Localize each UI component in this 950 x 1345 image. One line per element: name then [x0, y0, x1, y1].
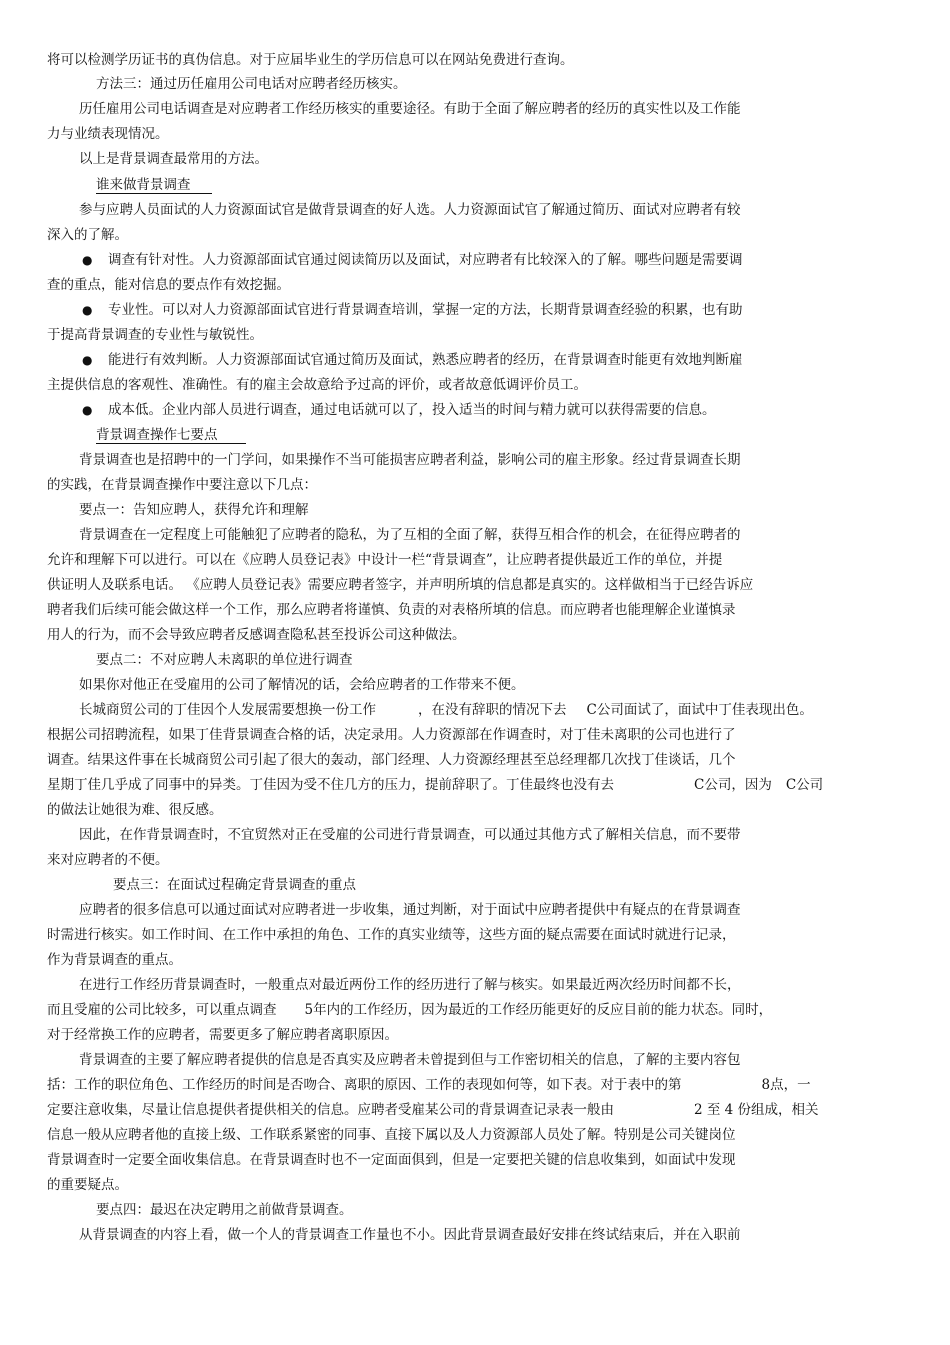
- paragraph-line: 参与应聘人员面试的人力资源面试官是做背景调查的好人选。人力资源面试官了解通过简历、面试对应聘者有较: [79, 202, 741, 218]
- key-point-heading: 要点四：最迟在决定聘用之前做背景调查。: [96, 1202, 353, 1218]
- paragraph-line: 深入的了解。: [47, 227, 128, 243]
- text-segment: 定要注意收集，尽量让信息提供者提供相关的信息。应聘者受雇某公司的背景调查记录表一般由: [47, 1102, 614, 1118]
- text-segment: 括：工作的职位角色、工作经历的时间是否吻合、离职的原因、工作的表现如何等，如下表。对于表中的第: [47, 1077, 682, 1093]
- text-segment: 8点，一: [761, 1077, 811, 1093]
- paragraph-line: [47, 1077, 811, 1093]
- paragraph-line: 背景调查也是招聘中的一门学问，如果操作不当可能损害应聘者利益，影响公司的雇主形象。经过背景调查长期: [79, 452, 741, 468]
- paragraph-line: 信息一般从应聘者他的直接上级、工作联系紧密的同事、直接下属以及人力资源部人员处了解。特别是公司关键岗位: [47, 1127, 736, 1143]
- paragraph-line: 的重要疑点。: [47, 1177, 128, 1193]
- paragraph-line: 聘者我们后续可能会做这样一个工作，那么应聘者将谨慎、负责的对表格所填的信息。而应聘者也能理解企业谨慎录: [47, 602, 736, 618]
- paragraph-line: [47, 777, 823, 793]
- section-heading: [96, 177, 212, 193]
- section-heading-text: 背景调查操作七要点: [96, 427, 246, 444]
- paragraph-line: 用人的行为，而不会导致应聘者反感调查隐私甚至投诉公司这种做法。: [47, 627, 466, 643]
- paragraph-line: [47, 1002, 772, 1018]
- paragraph-line: 因此，在作背景调查时，不宜贸然对正在受雇的公司进行背景调查，可以通过其他方式了解相关信息，而不要带: [79, 827, 741, 843]
- paragraph-line: 查的重点，能对信息的要点作有效挖掘。: [47, 277, 290, 293]
- paragraph-line: 以上是背景调查最常用的方法。: [79, 151, 268, 167]
- paragraph-line: 根据公司招聘流程，如果丁佳背景调查合格的话，决定录用。人力资源部在作调查时，对丁佳未离职的公司也进行了: [47, 727, 736, 743]
- bullet-item: 能进行有效判断。人力资源部面试官通过简历及面试，熟悉应聘者的经历，在背景调查时能更有效地判断雇: [108, 352, 743, 368]
- section-heading: [96, 427, 246, 443]
- paragraph-line: 对于经常换工作的应聘者，需要更多了解应聘者离职原因。: [47, 1027, 398, 1043]
- text-segment: 2 至 4 份组成，相关: [694, 1102, 819, 1118]
- paragraph-line: 于提高背景调查的专业性与敏锐性。: [47, 327, 263, 343]
- text-segment: C公司: [785, 777, 824, 793]
- key-point-heading: 要点一：告知应聘人，获得允许和理解: [79, 502, 309, 518]
- paragraph-line: 在进行工作经历背景调查时，一般重点对最近两份工作的经历进行了解与核实。如果最近两次经历时间都不长，: [79, 977, 741, 993]
- paragraph-line: 背景调查时一定要全面收集信息。在背景调查时也不一定面面俱到，但是一定要把关键的信息收集到，如面试中发现: [47, 1152, 736, 1168]
- bullet-icon: ●: [82, 253, 93, 267]
- bullet-item: 成本低。企业内部人员进行调查，通过电话就可以了，投入适当的时间与精力就可以获得需要的信息。: [108, 402, 716, 418]
- paragraph-line: 背景调查的主要了解应聘者提供的信息是否真实及应聘者未曾提到但与工作密切相关的信息，了解的主要内容包: [79, 1052, 741, 1068]
- text-segment: ，在没有辞职的情况下去: [418, 702, 567, 718]
- text-segment: 星期丁佳几乎成了同事中的异类。丁佳因为受不住几方的压力，提前辞职了。丁佳最终也没有去: [47, 777, 614, 793]
- paragraph-line: 的实践，在背景调查操作中要注意以下几点：: [47, 477, 317, 493]
- method-heading: 方法三：通过历任雇用公司电话对应聘者经历核实。: [96, 76, 407, 92]
- paragraph-line: 应聘者的很多信息可以通过面试对应聘者进一步收集，通过判断，对于面试中应聘者提供中有疑点的在背景调查: [79, 902, 741, 918]
- bullet-icon: ●: [82, 353, 93, 367]
- paragraph-line: 来对应聘者的不便。: [47, 852, 169, 868]
- key-point-heading: 要点二：不对应聘人未离职的单位进行调查: [96, 652, 353, 668]
- text-segment: C公司，因为: [694, 777, 772, 793]
- paragraph-line: 将可以检测学历证书的真伪信息。对于应届毕业生的学历信息可以在网站免费进行查询。: [47, 52, 574, 68]
- paragraph-line: 时需进行核实。如工作时间、在工作中承担的角色、工作的真实业绩等，这些方面的疑点需要在面试时就进行记录，: [47, 927, 736, 943]
- paragraph-line: 背景调查在一定程度上可能触犯了应聘者的隐私，为了互相的全面了解，获得互相合作的机会，在征得应聘者的: [79, 527, 741, 543]
- paragraph-line: 从背景调查的内容上看，做一个人的背景调查工作量也不小。因此背景调查最好安排在终试结束后，并在入职前: [79, 1227, 741, 1243]
- paragraph-line: 历任雇用公司电话调查是对应聘者工作经历核实的重要途径。有助于全面了解应聘者的经历的真实性以及工作能: [79, 101, 741, 117]
- bullet-item: 调查有针对性。人力资源部面试官通过阅读简历以及面试，对应聘者有比较深入的了解。哪些问题是需要调: [108, 252, 743, 268]
- paragraph-line: 供证明人及联系电话。 《应聘人员登记表》需要应聘者签字，并声明所填的信息都是真实的。这样做相当于已经告诉应: [47, 577, 754, 593]
- text-segment: 5年内的工作经历，因为最近的工作经历能更好的反应目前的能力状态。同时，: [304, 1002, 773, 1018]
- key-point-heading: 要点三：在面试过程确定背景调查的重点: [113, 877, 356, 893]
- paragraph-line: 力与业绩表现情况。: [47, 126, 169, 142]
- paragraph-line: 允许和理解下可以进行。可以在《应聘人员登记表》中设计一栏“背景调查”，让应聘者提供最近工作的单位，并提: [47, 552, 723, 568]
- bullet-icon: ●: [82, 403, 93, 417]
- paragraph-line: 如果你对他正在受雇用的公司了解情况的话，会给应聘者的工作带来不便。: [79, 677, 525, 693]
- text-segment: 长城商贸公司的丁佳因个人发展需要想换一份工作: [79, 702, 376, 718]
- paragraph-line: [79, 702, 813, 718]
- paragraph-line: 主提供信息的客观性、准确性。有的雇主会故意给予过高的评价，或者故意低调评价员工。: [47, 377, 587, 393]
- paragraph-line: 调查。结果这件事在长城商贸公司引起了很大的轰动，部门经理、人力资源经理甚至总经理都几次找丁佳谈话，几个: [47, 752, 736, 768]
- paragraph-line: [47, 1102, 819, 1118]
- paragraph-line: 的做法让她很为难、很反感。: [47, 802, 223, 818]
- text-segment: C公司面试了，面试中丁佳表现出色。: [586, 702, 813, 718]
- section-heading-text: 谁来做背景调查: [96, 177, 212, 194]
- bullet-icon: ●: [82, 303, 93, 317]
- bullet-item: 专业性。可以对人力资源部面试官进行背景调查培训，掌握一定的方法，长期背景调查经验的积累，也有助: [108, 302, 743, 318]
- paragraph-line: 作为背景调查的重点。: [47, 952, 182, 968]
- text-segment: 而且受雇的公司比较多，可以重点调查: [47, 1002, 277, 1018]
